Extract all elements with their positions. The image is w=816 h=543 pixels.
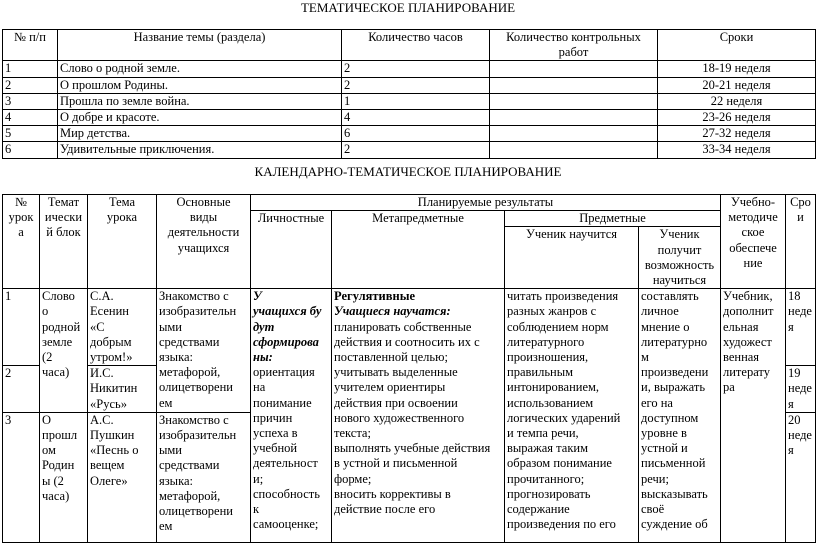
- table-row: [3, 61, 816, 77]
- header-student-may-learn: Ученик получит возможность научиться: [639, 227, 721, 289]
- personal-results-text: ориентация на понимание причин успеха в учебной деятельност и; способность к самооценке;: [253, 365, 320, 532]
- row-topic-name: Удивительные приключения.: [58, 142, 342, 158]
- table-header-row: [3, 30, 816, 61]
- row-tests: [490, 142, 658, 158]
- row-topic-name: Прошла по земле война.: [58, 93, 342, 109]
- header-row-1: [3, 195, 816, 211]
- row-dates: 20-21 неделя: [658, 77, 816, 93]
- row-hours: 1: [342, 93, 490, 109]
- metasubject-subheading: Учащиеся научатся:: [334, 304, 451, 319]
- header-subject: Предметные: [505, 211, 721, 227]
- row-tests: [490, 110, 658, 126]
- header-dates: Сро и: [786, 195, 816, 289]
- row-dates: 27-32 неделя: [658, 126, 816, 142]
- row-number: 2: [3, 77, 58, 93]
- header-main-activities: Основные виды деятельности учащихся: [157, 195, 251, 289]
- row-dates: 33-34 неделя: [658, 142, 816, 158]
- table-row: [3, 142, 816, 158]
- row-hours: 2: [342, 61, 490, 77]
- lesson-topic: С.А. Есенин «С добрым утром!»: [88, 289, 157, 366]
- header-materials: Учебно- методиче ское обеспече ние: [721, 195, 786, 289]
- lesson-activity: Знакомство с изобразительн ыми средствами языка: метафорой, олицетворени ем: [157, 412, 251, 542]
- row-number: 3: [3, 93, 58, 109]
- row-tests: [490, 77, 658, 93]
- student-will-learn-text: читать произведения разных жанров с соблюдением норм литературного произношения, правильным интонированием, использованием логических ударений и темпа речи, выражая таким образом понимание прочитанного; прогнозировать содержание произведения по его: [505, 289, 639, 543]
- row-number: 1: [3, 61, 58, 77]
- row-tests: [490, 126, 658, 142]
- table-row: [3, 289, 816, 366]
- metasubject-heading: Регулятивные: [334, 289, 416, 304]
- thematic-planning-table: [2, 29, 816, 159]
- materials-text: Учебник, дополнит ельная художест венная литерату ра: [721, 289, 786, 543]
- row-topic-name: О прошлом Родины.: [58, 77, 342, 93]
- header-planned-results: Планируемые результаты: [251, 195, 721, 211]
- thematic-block-1: Слово о родной земле (2 часа): [40, 289, 88, 413]
- row-number: 6: [3, 142, 58, 158]
- row-topic-name: Мир детства.: [58, 126, 342, 142]
- header-dates: Сроки: [658, 30, 816, 61]
- row-hours: 6: [342, 126, 490, 142]
- lesson-dates: 20 неде я: [786, 412, 816, 542]
- row-number: 5: [3, 126, 58, 142]
- metasubject-results: [332, 289, 505, 543]
- row-tests: [490, 93, 658, 109]
- lesson-activity: Знакомство с изобразительн ыми средствами языка: метафорой, олицетворени ем: [157, 289, 251, 413]
- header-metasubject: Метапредметные: [332, 211, 505, 289]
- row-hours: 2: [342, 77, 490, 93]
- lesson-dates: 19 неде я: [786, 366, 816, 413]
- header-topic-name: Название темы (раздела): [58, 30, 342, 61]
- lesson-dates: 18 неде я: [786, 289, 816, 366]
- row-hours: 4: [342, 110, 490, 126]
- header-student-will-learn: Ученик научится: [505, 227, 639, 289]
- row-dates: 22 неделя: [658, 93, 816, 109]
- header-lesson-number: № урок а: [3, 195, 40, 289]
- calendar-planning-table: [2, 194, 816, 543]
- table-row: [3, 93, 816, 109]
- header-number: № п/п: [3, 30, 58, 61]
- row-topic-name: О добре и красоте.: [58, 110, 342, 126]
- table-row: [3, 77, 816, 93]
- personal-results: [251, 289, 332, 543]
- student-may-learn-text: составлять личное мнение о литературно м произведени и, выражать его на доступном уровне в устной и письменной речи; высказывать своё суждение об: [639, 289, 721, 543]
- lesson-number: 2: [3, 366, 40, 413]
- thematic-planning-title: ТЕМАТИЧЕСКОЕ ПЛАНИРОВАНИЕ: [300, 0, 516, 15]
- row-dates: 23-26 неделя: [658, 110, 816, 126]
- lesson-topic: А.С. Пушкин «Песнь о вещем Олеге»: [88, 412, 157, 542]
- header-thematic-block: Темат ически й блок: [40, 195, 88, 289]
- personal-results-heading: У учащихся бу дут сформирова ны:: [253, 289, 322, 365]
- row-tests: [490, 61, 658, 77]
- metasubject-text: планировать собственные действия и соотносить их с поставленной целью; учитывать выделенные учителем ориентиры действия при освоении нового художественного текста; выполнять учебные действия в устной и письменной форме; вносить коррективы в действие после его: [334, 319, 491, 517]
- header-hours: Количество часов: [342, 30, 490, 61]
- table-row: [3, 126, 816, 142]
- lesson-number: 3: [3, 412, 40, 542]
- header-lesson-topic: Тема урока: [88, 195, 157, 289]
- table-row: [3, 110, 816, 126]
- row-dates: 18-19 неделя: [658, 61, 816, 77]
- lesson-topic: И.С. Никитин «Русь»: [88, 366, 157, 413]
- header-tests: Количество контрольных работ: [490, 30, 658, 61]
- header-personal: Личностные: [251, 211, 332, 289]
- calendar-planning-title: КАЛЕНДАРНО-ТЕМАТИЧЕСКОЕ ПЛАНИРОВАНИЕ: [254, 164, 562, 179]
- row-hours: 2: [342, 142, 490, 158]
- row-number: 4: [3, 110, 58, 126]
- thematic-block-2: О прошл ом Родин ы (2 часа): [40, 412, 88, 542]
- row-topic-name: Слово о родной земле.: [58, 61, 342, 77]
- lesson-number: 1: [3, 289, 40, 366]
